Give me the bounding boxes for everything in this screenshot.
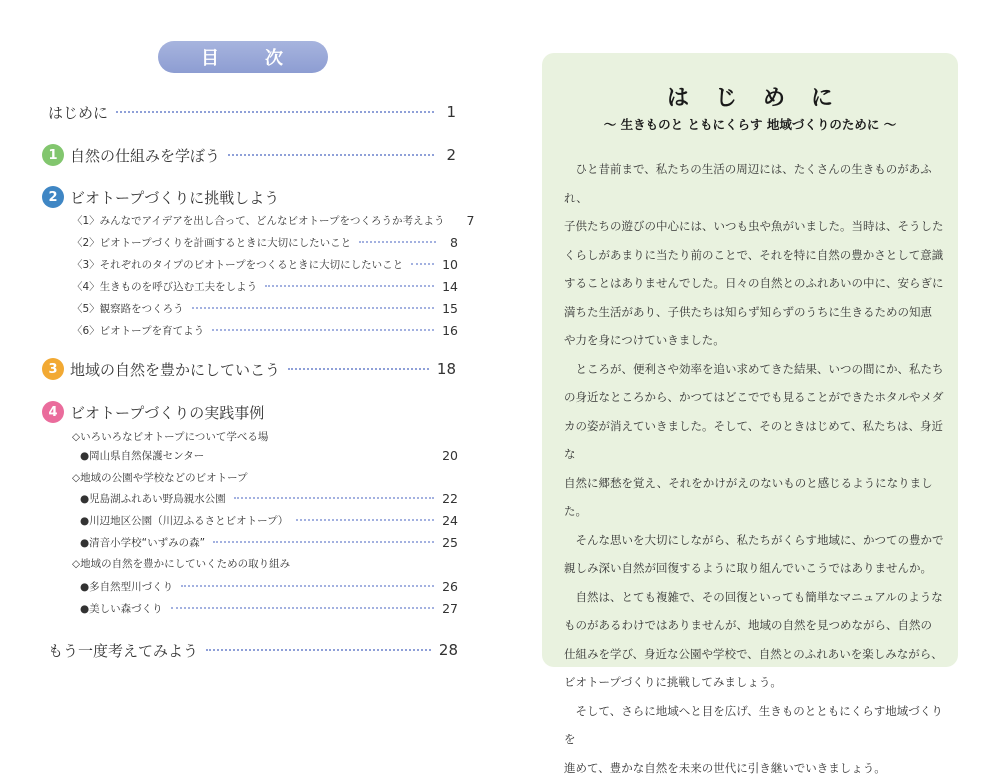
toc-page-number: 15 bbox=[442, 301, 458, 316]
body-line: や力を身につけていきました。 bbox=[564, 326, 948, 355]
chapter-badge-4: 4 bbox=[42, 401, 64, 423]
introduction-panel bbox=[542, 53, 958, 667]
toc-entry-chapter-1[interactable] bbox=[42, 144, 456, 166]
body-line: ひと昔前まで、私たちの生活の周辺には、たくさんの生きものがあふれ、 bbox=[564, 155, 948, 212]
toc-entry-label: 〈4〉生きものを呼び込む工夫をしよう bbox=[72, 279, 257, 294]
toc-leader bbox=[411, 263, 434, 265]
toc-entry-label: 地域の自然を豊かにしていこう bbox=[70, 359, 280, 380]
toc-entry-4-e[interactable] bbox=[80, 578, 458, 594]
toc-entry-chapter-2[interactable] bbox=[42, 186, 456, 208]
toc-title-right: 次 bbox=[265, 44, 285, 70]
toc-title-pill bbox=[158, 41, 328, 73]
toc-leader bbox=[228, 154, 434, 156]
body-line: 親しみ深い自然が回復するように取り組んでいこうではありませんか。 bbox=[564, 554, 948, 583]
toc-page-number: 7 bbox=[461, 213, 475, 228]
toc-entry-label: ●川辺地区公園（川辺ふるさとビオトープ） bbox=[80, 513, 288, 528]
toc-title-left: 目 bbox=[201, 44, 221, 70]
toc-leader bbox=[206, 649, 431, 651]
toc-entry-2-3[interactable] bbox=[72, 256, 458, 272]
body-line: の身近なところから、かつてはどこででも見ることができたホタルやメダ bbox=[564, 383, 948, 412]
toc-entry-4-f[interactable] bbox=[80, 600, 458, 616]
body-line: することはありませんでした。日々の自然とのふれあいの中に、安らぎに bbox=[564, 269, 948, 298]
chapter-badge-3: 3 bbox=[42, 358, 64, 380]
toc-entry-chapter-3[interactable] bbox=[42, 358, 456, 380]
body-line: そんな思いを大切にしながら、私たちがくらす地域に、かつての豊かで bbox=[564, 526, 948, 555]
toc-entry-label: ●岡山県自然保護センター bbox=[80, 448, 204, 463]
body-line: ところが、便利さや効率を追い求めてきた結果、いつの間にか、私たち bbox=[564, 355, 948, 384]
chapter-badge-1: 1 bbox=[42, 144, 64, 166]
toc-page-number: 2 bbox=[442, 146, 456, 164]
toc-entry-label: ビオトープづくりに挑戦しよう bbox=[70, 187, 279, 208]
toc-entry-label: 自然の仕組みを学ぼう bbox=[70, 145, 220, 166]
toc-entry-label: 〈5〉観察路をつくろう bbox=[72, 301, 184, 316]
body-line: 自然は、とても複雑で、その回復といっても簡単なマニュアルのような bbox=[564, 583, 948, 612]
introduction-subtitle: ～ 生きものと ともにくらす 地域づくりのために ～ bbox=[542, 115, 958, 133]
toc-entry-label: ●多自然型川づくり bbox=[80, 579, 173, 594]
toc-entry-review[interactable] bbox=[48, 639, 458, 661]
toc-leader bbox=[212, 454, 434, 456]
toc-page-number: 16 bbox=[442, 323, 458, 338]
toc-entry-4-b[interactable] bbox=[80, 490, 458, 506]
toc-entry-2-6[interactable] bbox=[72, 322, 458, 338]
toc-page-number: 18 bbox=[437, 360, 456, 378]
toc-entry-label: ビオトープづくりの実践事例 bbox=[70, 402, 264, 423]
body-line: カの姿が消えていきました。そして、そのときはじめて、私たちは、身近な bbox=[564, 412, 948, 469]
body-line: 仕組みを学び、身近な公園や学校で、自然とのふれあいを楽しみながら、 bbox=[564, 640, 948, 669]
body-line: ビオトープづくりに挑戦してみましょう。 bbox=[564, 668, 948, 697]
toc-page-number: 10 bbox=[442, 257, 458, 272]
toc-entry-label: ●清音小学校“いずみの森” bbox=[80, 535, 205, 550]
toc-entry-label: ●児島湖ふれあい野鳥親水公園 bbox=[80, 491, 226, 506]
toc-section-heading: ◇いろいろなビオトープについて学べる場 bbox=[72, 429, 268, 444]
toc-entry-label: ●美しい森づくり bbox=[80, 601, 163, 616]
toc-entry-2-5[interactable] bbox=[72, 300, 458, 316]
body-line: ものがあるわけではありませんが、地域の自然を見つめながら、自然の bbox=[564, 611, 948, 640]
body-line: 子供たちの遊びの中心には、いつも虫や魚がいました。当時は、そうした bbox=[564, 212, 948, 241]
toc-entry-label: 〈3〉それぞれのタイプのビオトープをつくるときに大切にしたいこと bbox=[72, 257, 403, 272]
body-line: くらしがあまりに当たり前のことで、それを特に自然の豊かさとして意識 bbox=[564, 241, 948, 270]
toc-entry-intro[interactable] bbox=[48, 101, 456, 123]
toc-entry-2-1[interactable] bbox=[72, 212, 458, 228]
toc-entry-4-c[interactable] bbox=[80, 512, 458, 528]
toc-page-number: 1 bbox=[442, 103, 456, 121]
toc-leader bbox=[234, 497, 434, 499]
toc-page-number: 25 bbox=[442, 535, 458, 550]
toc-leader bbox=[213, 541, 434, 543]
toc-leader bbox=[192, 307, 434, 309]
toc-entry-2-4[interactable] bbox=[72, 278, 458, 294]
chapter-badge-2: 2 bbox=[42, 186, 64, 208]
introduction-title: はじめに bbox=[542, 81, 958, 112]
toc-page-number: 27 bbox=[442, 601, 458, 616]
toc-leader bbox=[265, 285, 434, 287]
body-line: 進めて、豊かな自然を未来の世代に引き継いでいきましょう。 bbox=[564, 754, 948, 782]
toc-leader bbox=[296, 519, 434, 521]
toc-entry-4-d[interactable] bbox=[80, 534, 458, 550]
toc-entry-label: 〈6〉ビオトープを育てよう bbox=[72, 323, 204, 338]
body-line: 自然に郷愁を覚え、それをかけがえのないものと感じるようになりました。 bbox=[564, 469, 948, 526]
introduction-body bbox=[564, 155, 948, 782]
toc-section-heading: ◇地域の自然を豊かにしていくための取り組み bbox=[72, 556, 290, 571]
toc-leader bbox=[171, 607, 434, 609]
toc-leader bbox=[288, 368, 429, 370]
toc-page-number: 20 bbox=[442, 448, 458, 463]
toc-entry-4-a[interactable] bbox=[80, 447, 458, 463]
toc-leader bbox=[116, 111, 434, 113]
body-line: 満ちた生活があり、子供たちは知らず知らずのうちに生きるための知恵 bbox=[564, 298, 948, 327]
toc-page-number: 8 bbox=[444, 235, 458, 250]
toc-leader bbox=[181, 585, 434, 587]
toc-entry-label: 〈1〉みんなでアイデアを出し合って、どんなビオトープをつくろうか考えよう bbox=[72, 213, 445, 228]
toc-page-number: 14 bbox=[442, 279, 458, 294]
toc-section-heading: ◇地域の公園や学校などのビオトープ bbox=[72, 470, 248, 485]
toc-entry-label: 〈2〉ビオトープづくりを計画するときに大切にしたいこと bbox=[72, 235, 351, 250]
toc-leader bbox=[212, 329, 434, 331]
toc-page-number: 24 bbox=[442, 513, 458, 528]
toc-page-number: 26 bbox=[442, 579, 458, 594]
toc-leader bbox=[359, 241, 436, 243]
toc-entry-chapter-4[interactable] bbox=[42, 401, 456, 423]
toc-entry-label: もう一度考えてみよう bbox=[48, 640, 198, 661]
toc-page-number: 22 bbox=[442, 491, 458, 506]
toc-entry-2-2[interactable] bbox=[72, 234, 458, 250]
toc-entry-label: はじめに bbox=[48, 102, 108, 123]
toc-page-number: 28 bbox=[439, 641, 458, 659]
body-line: そして、さらに地域へと目を広げ、生きものとともにくらす地域づくりを bbox=[564, 697, 948, 754]
